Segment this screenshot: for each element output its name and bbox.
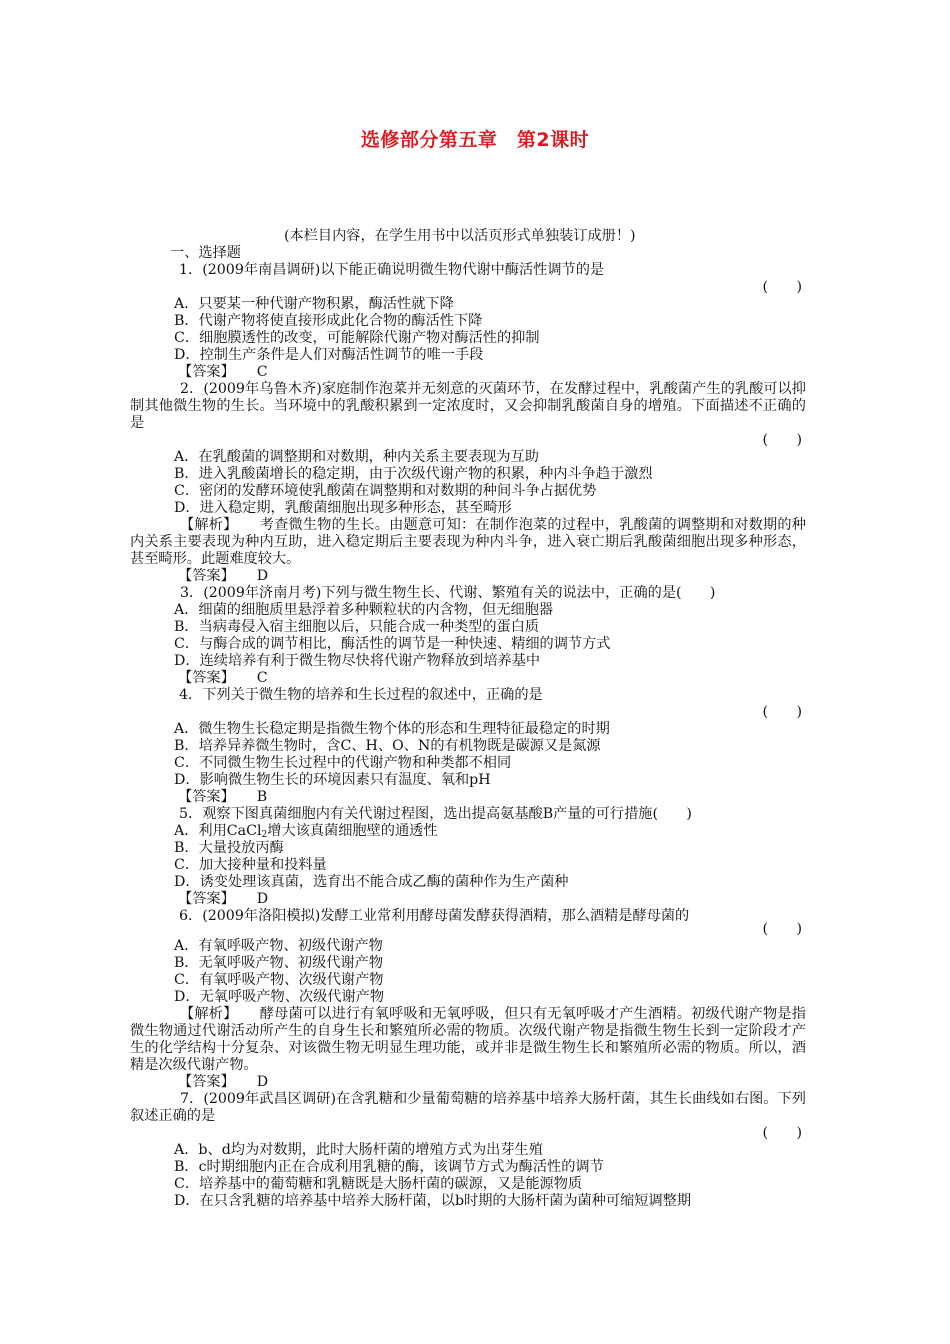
- option: C．不同微生物生长过程中的代谢产物和种类都不相同: [174, 755, 512, 771]
- answer-value: C: [256, 670, 268, 686]
- question-6-stem: 6．(2009年洛阳模拟)发酵工业常利用酵母菌发酵获得酒精，那么酒精是酵母菌的: [179, 908, 690, 924]
- option: A．在乳酸菌的调整期和对数期，种内关系主要表现为互助: [174, 449, 539, 465]
- option: B．大量投放丙酶: [174, 840, 284, 856]
- answer-label: 【答案】: [178, 1074, 235, 1090]
- section-heading: 一、选择题: [170, 245, 241, 261]
- option: C．与酶合成的调节相比，酶活性的调节是一种快速、精细的调节方式: [174, 636, 611, 652]
- question-3-stem: 3．(2009年济南月考)下列与微生物生长、代谢、繁殖有关的说法中，正确的是( ): [180, 585, 716, 601]
- option: C．细胞膜透性的改变，可能解除代谢产物对酶活性的抑制: [174, 330, 540, 346]
- answer-blank: ( ): [762, 921, 802, 937]
- option: C．有氧呼吸产物、次级代谢产物: [174, 972, 384, 988]
- answer-label: 【答案】: [178, 568, 235, 584]
- question-5-stem: 5．观察下图真菌细胞内有关代谢过程图，选出提高氨基酸B产量的可行措施( ): [179, 806, 692, 822]
- option: D．控制生产条件是人们对酶活性调节的唯一手段: [174, 347, 484, 363]
- question-7-stem: 7．(2009年武昌区调研)在含乳糖和少量葡萄糖的培养基中培养大肠杆菌，其生长曲线如右图。下列叙述正确的是: [130, 1091, 806, 1124]
- analysis-label: 【解析】: [180, 1006, 238, 1022]
- question-4-stem: 4．下列关于微生物的培养和生长过程的叙述中，正确的是: [179, 687, 543, 703]
- answer-blank: ( ): [762, 279, 802, 295]
- analysis-text: 酵母菌可以进行有氧呼吸和无氧呼吸，但只有无氧呼吸才产生酒精。初级代谢产物是指微生物通过代谢活动所产生的自身生长和繁殖所必需的物质。次级代谢产物是指微生物生长到一定阶段才产生的化学结构十分复杂、对该微生物无明显生理功能，或并非是微生物生长和繁殖所必需的物质。所以，酒精是次级代谢产物。: [130, 1006, 806, 1073]
- analysis-paragraph: [130, 1006, 806, 1074]
- option: A．有氧呼吸产物、初级代谢产物: [174, 938, 383, 954]
- answer-blank: ( ): [762, 432, 802, 448]
- answer-value: D: [256, 568, 269, 584]
- option: B．当病毒侵入宿主细胞以后，只能合成一种类型的蛋白质: [174, 619, 540, 635]
- question-2-stem: 2．(2009年乌鲁木齐)家庭制作泡菜并无刻意的灭菌环节，在发酵过程中，乳酸菌产生的乳酸可以抑制其他微生物的生长。当环境中的乳酸积累到一定浓度时，又会抑制乳酸菌自身的增殖。下面描述不正确的是: [130, 381, 806, 431]
- question-1-stem: 1．(2009年南昌调研)以下能正确说明微生物代谢中酶活性调节的是: [179, 262, 605, 278]
- analysis-text: 考查微生物的生长。由题意可知：在制作泡菜的过程中，乳酸菌的调整期和对数期的种内关系主要表现为种内互助，进入稳定期后主要表现为种内斗争，进入衰亡期后乳酸菌细胞出现多种形态，甚至畸形。此题难度较大。: [130, 517, 806, 567]
- option: A．细菌的细胞质里悬浮着多种颗粒状的内含物，但无细胞器: [174, 602, 554, 618]
- option: B．无氧呼吸产物、初级代谢产物: [174, 955, 384, 971]
- answer-value: D: [256, 891, 269, 907]
- option: C．培养基中的葡萄糖和乳糖既是大肠杆菌的碳源，又是能源物质: [174, 1176, 583, 1192]
- option: D．在只含乳糖的培养基中培养大肠杆菌，以b时期的大肠杆菌为菌种可缩短调整期: [174, 1193, 692, 1209]
- option: B．c时期细胞内正在合成利用乳糖的酶，该调节方式为酶活性的调节: [174, 1159, 604, 1175]
- answer-value: B: [256, 789, 268, 805]
- answer-label: 【答案】: [178, 670, 235, 686]
- option: D．连续培养有利于微生物尽快将代谢产物释放到培养基中: [174, 653, 541, 669]
- option: A．只要某一种代谢产物积累，酶活性就下降: [174, 296, 454, 312]
- answer-value: D: [256, 1074, 269, 1090]
- analysis-label: 【解析】: [180, 517, 238, 533]
- option: D．无氧呼吸产物、次级代谢产物: [174, 989, 385, 1005]
- answer-line: [174, 891, 806, 908]
- option: D．进入稳定期，乳酸菌细胞出现多种形态，甚至畸形: [174, 500, 512, 516]
- answer-line: [174, 1074, 806, 1091]
- subscript: 2: [261, 830, 268, 840]
- option: [174, 823, 806, 840]
- option: A．b、d均为对数期，此时大肠杆菌的增殖方式为出芽生殖: [174, 1142, 543, 1158]
- analysis-paragraph: [130, 517, 806, 568]
- answer-line: [174, 789, 806, 806]
- page-title: 选修部分第五章 第2课时: [360, 129, 590, 151]
- answer-label: 【答案】: [178, 364, 235, 380]
- option: B．培养异养微生物时，含C、H、O、N的有机物既是碳源又是氮源: [174, 738, 601, 754]
- answer-blank: ( ): [762, 704, 802, 720]
- option: C．密闭的发酵环境使乳酸菌在调整期和对数期的种间斗争占据优势: [174, 483, 597, 499]
- answer-line: [174, 670, 806, 687]
- answer-line: [174, 364, 806, 381]
- answer-line: [174, 568, 806, 585]
- option: B．进入乳酸菌增长的稳定期，由于次级代谢产物的积累，种内斗争趋于激烈: [174, 466, 653, 482]
- option: D．影响微生物生长的环境因素只有温度、氧和pH: [174, 772, 491, 788]
- answer-blank: ( ): [762, 1125, 802, 1141]
- option-a-text-tail: 增大该真菌细胞壁的通透性: [267, 823, 438, 839]
- option-a-text: A．利用CaCl: [174, 823, 262, 839]
- option: A．微生物生长稳定期是指微生物个体的形态和生理特征最稳定的时期: [174, 721, 610, 737]
- option: B．代谢产物将使直接形成此化合物的酶活性下降: [174, 313, 483, 329]
- answer-value: C: [256, 364, 268, 380]
- binding-note: (本栏目内容，在学生用书中以活页形式单独装订成册！): [284, 228, 636, 244]
- answer-label: 【答案】: [178, 891, 235, 907]
- option: D．诱变处理该真菌，选育出不能合成乙酶的菌种作为生产菌种: [174, 874, 569, 890]
- option: C．加大接种量和投料量: [174, 857, 327, 873]
- document-body: [130, 228, 806, 1210]
- answer-label: 【答案】: [178, 789, 235, 805]
